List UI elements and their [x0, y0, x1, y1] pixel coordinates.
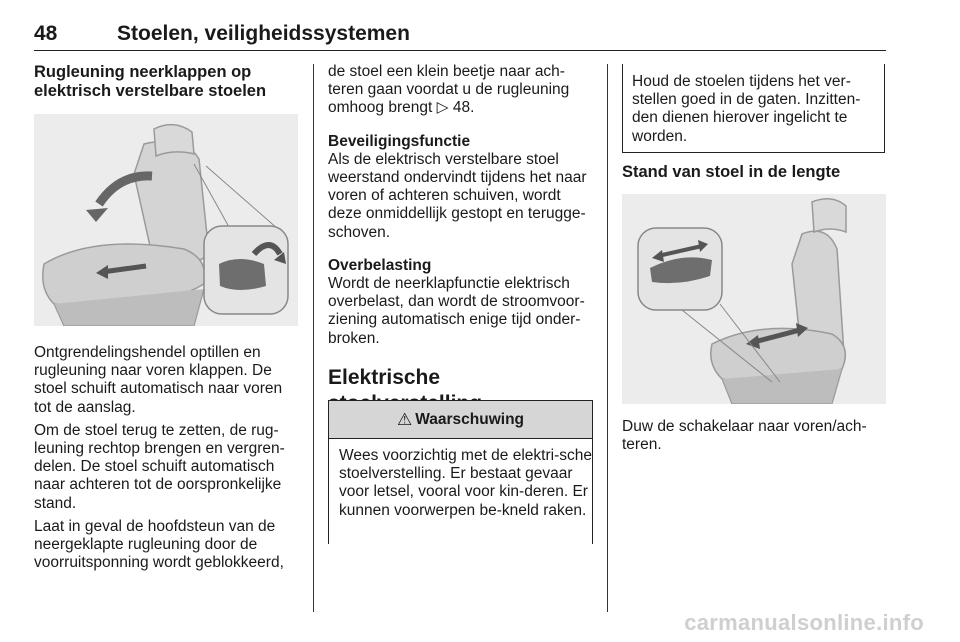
column-middle: [328, 63, 592, 417]
paragraph-safety: Als de elektrisch verstelbare stoel weerstand ondervindt tijdens het naar voren of achteren schuiven, wordt deze onmiddellijk gestopt en terugge-schoven.: [328, 150, 587, 241]
section-heading-length-position: Stand van stoel in de lengte: [622, 163, 841, 181]
page-title: Stoelen, veiligheidssystemen: [117, 22, 410, 45]
warning-title: Waarschuwing: [415, 410, 525, 428]
note-text: Houd de stoelen tijdens het ver-stellen goed in de gaten. Inzitten-den dienen hierover ingelicht te worden.: [632, 73, 861, 145]
subheading-overload: Overbelasting: [328, 256, 432, 274]
page-reference[interactable]: 48.: [452, 99, 475, 117]
column-left: [34, 63, 300, 101]
column-divider-1: [313, 64, 314, 612]
paragraph-return-seat: Om de stoel terug te zetten, de rug-leuning rechtop brengen en vergren-delen. De stoel schuift automatisch naar achteren tot de oorspronkelijke stand.: [34, 421, 285, 512]
paragraph-push-switch: Duw de schakelaar naar voren/ach-teren.: [622, 418, 867, 454]
seat-slide-illustration: [622, 194, 886, 404]
paragraph-overload: Wordt de neerklapfunctie elektrisch overbelast, dan wordt de stroomvoor-ziening automatisch enige tijd onder-broken.: [328, 275, 585, 347]
warning-header: [329, 401, 592, 439]
column-right: [622, 163, 886, 182]
page-header: [34, 22, 886, 51]
page-reference-arrow-icon: ▷: [436, 99, 449, 117]
subheading-safety: Beveiligingsfunctie: [328, 132, 471, 150]
column-right-text: [622, 418, 886, 454]
column-divider-2: [607, 64, 608, 612]
note-box: [622, 64, 885, 153]
warning-triangle-icon: ⚠: [396, 409, 413, 429]
warning-text: Wees voorzichtig met de elektri-sche stoelverstelling. Er bestaat gevaar voor letsel, vooral voor kin-deren. Er kunnen voorwerpen be-kneld raken.: [339, 447, 592, 519]
paragraph-release-lever: Ontgrendelingshendel optillen en rugleuning naar voren klappen. De stoel schuift automatisch naar voren tot de aanslag.: [34, 344, 283, 416]
section-heading-electric-seat: Elektrische: [328, 365, 441, 389]
paragraph-continued: de stoel een klein beetje naar ach-teren gaan voordat u de rugleuning omhoog brengt ▷ 48.: [328, 63, 570, 117]
watermark: carmanualsonline.info: [684, 610, 924, 635]
section-heading-fold-backrest: Rugleuning neerklappen op elektrisch verstelbare stoelen: [34, 63, 267, 100]
seat-fold-illustration: [34, 114, 298, 326]
column-left-text: [34, 344, 300, 572]
page-number: 48: [34, 22, 58, 45]
warning-box: [328, 400, 593, 544]
paragraph-headrest-blocked: Laat in geval de hoofdsteun van de neergeklapte rugleuning door de voorruitsponning wordt geblokkeerd,: [34, 517, 284, 572]
